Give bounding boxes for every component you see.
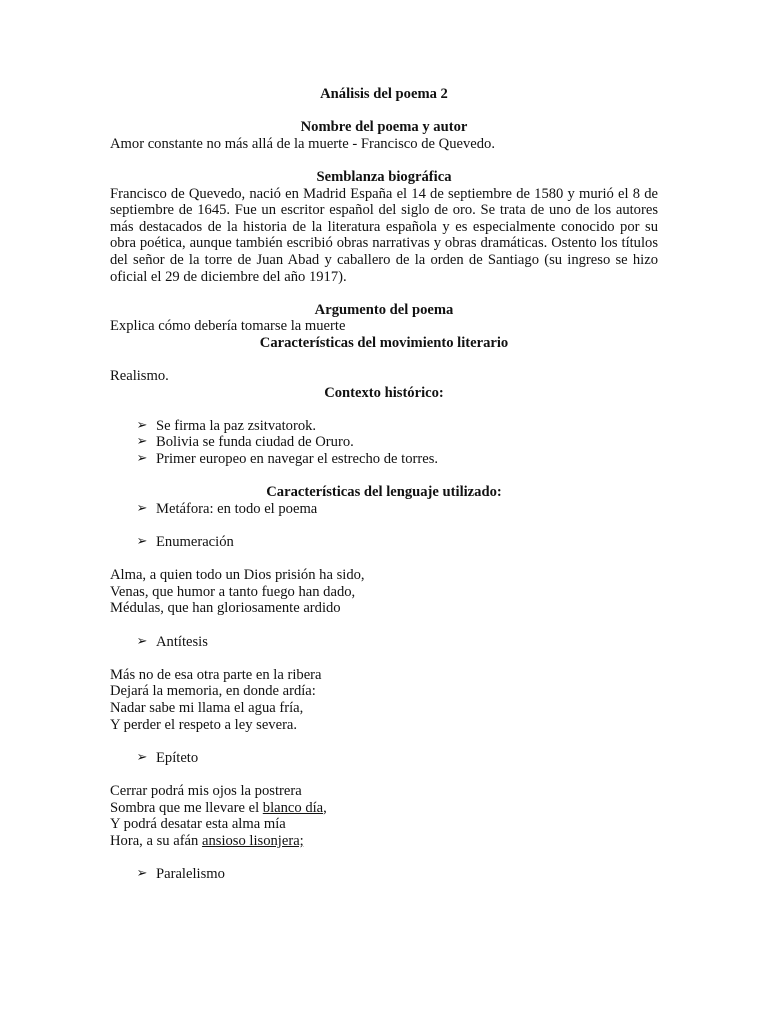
verse-line: Y perder el respeto a ley severa. [110, 716, 298, 733]
arrow-bullet-icon: ➢ [136, 434, 148, 450]
arrow-bullet-icon: ➢ [136, 534, 148, 550]
heading-movement: Características del movimiento literario [259, 334, 509, 351]
list-item: ➢ Primer europeo en navegar el estrecho de torres. [136, 451, 439, 468]
figure-list-metafora [110, 501, 658, 518]
poem-name-author: Amor constante no más allá de la muerte - Francisco de Quevedo. [110, 135, 495, 152]
figure-list-epiteto [110, 750, 658, 767]
list-item: ➢ Epíteto [136, 749, 199, 766]
verse-line: Y podrá desatar esta alma mía [110, 816, 286, 833]
arrow-bullet-icon: ➢ [136, 865, 148, 881]
arrow-bullet-icon: ➢ [136, 749, 148, 765]
list-item: ➢ Paralelismo [136, 865, 225, 882]
list-item: ➢ Se firma la paz zsitvatorok. [136, 417, 317, 434]
underlined-epithet: ansioso lisonjera; [201, 832, 304, 849]
verse-line: Nadar sabe mi llama el agua fría, [110, 699, 304, 716]
arrow-bullet-icon: ➢ [136, 417, 148, 433]
verse-line: Cerrar podrá mis ojos la postrera [110, 782, 302, 799]
list-item: ➢ Enumeración [136, 534, 234, 551]
list-item: ➢ Antítesis [136, 633, 208, 650]
arrow-bullet-icon: ➢ [136, 633, 148, 649]
arrow-bullet-icon: ➢ [136, 451, 148, 467]
document-title: Análisis del poema 2 [320, 86, 448, 102]
arrow-bullet-icon: ➢ [136, 500, 148, 516]
verse-line: Médulas, que han gloriosamente ardido [110, 600, 341, 617]
heading-argument: Argumento del poema [314, 301, 454, 318]
context-list [110, 418, 658, 468]
verse-line: Hora, a su afán ansioso lisonjera; [110, 832, 304, 849]
verse-line: Sombra que me llevare el blanco día, [110, 799, 327, 816]
heading-name-author: Nombre del poema y autor [300, 119, 468, 136]
figure-list-enumeracion [110, 534, 658, 551]
heading-context: Contexto histórico: [324, 384, 444, 401]
verse-line: Dejará la memoria, en donde ardía: [110, 683, 316, 700]
heading-language: Características del lenguaje utilizado: [266, 484, 502, 501]
bio-paragraph: Francisco de Quevedo, nació en Madrid España el 14 de septiembre de 1580 y murió el 8 de septiembre de 1645. Fue un escritor español del siglo de oro. Se trata de uno de los autores más destacados de la historia de la literatura española y es especialmente conocido por su obra poética, aunque también escribió obras narrativas y obras dramáticas. Ostento los títulos del señor de la torre de Juan Abad y caballero de la orden de Santiago (su ingreso se hizo oficial el 29 de diciembre del año 1917). [110, 185, 658, 285]
heading-bio: Semblanza biográfica [316, 168, 452, 185]
figure-list-paralelismo [110, 866, 658, 883]
argument-text: Explica cómo debería tomarse la muerte [110, 318, 346, 335]
list-item: ➢ Metáfora: en todo el poema [136, 500, 318, 517]
movement-text: Realismo. [110, 368, 169, 385]
verse-line: Venas, que humor a tanto fuego han dado, [110, 583, 356, 600]
underlined-epithet: blanco día, [262, 799, 327, 816]
verse-line: Alma, a quien todo un Dios prisión ha sido, [110, 567, 365, 584]
verse-line: Más no de esa otra parte en la ribera [110, 666, 322, 683]
document-body [110, 86, 658, 883]
figure-list-antitesis [110, 634, 658, 651]
list-item: ➢ Bolivia se funda ciudad de Oruro. [136, 434, 354, 451]
